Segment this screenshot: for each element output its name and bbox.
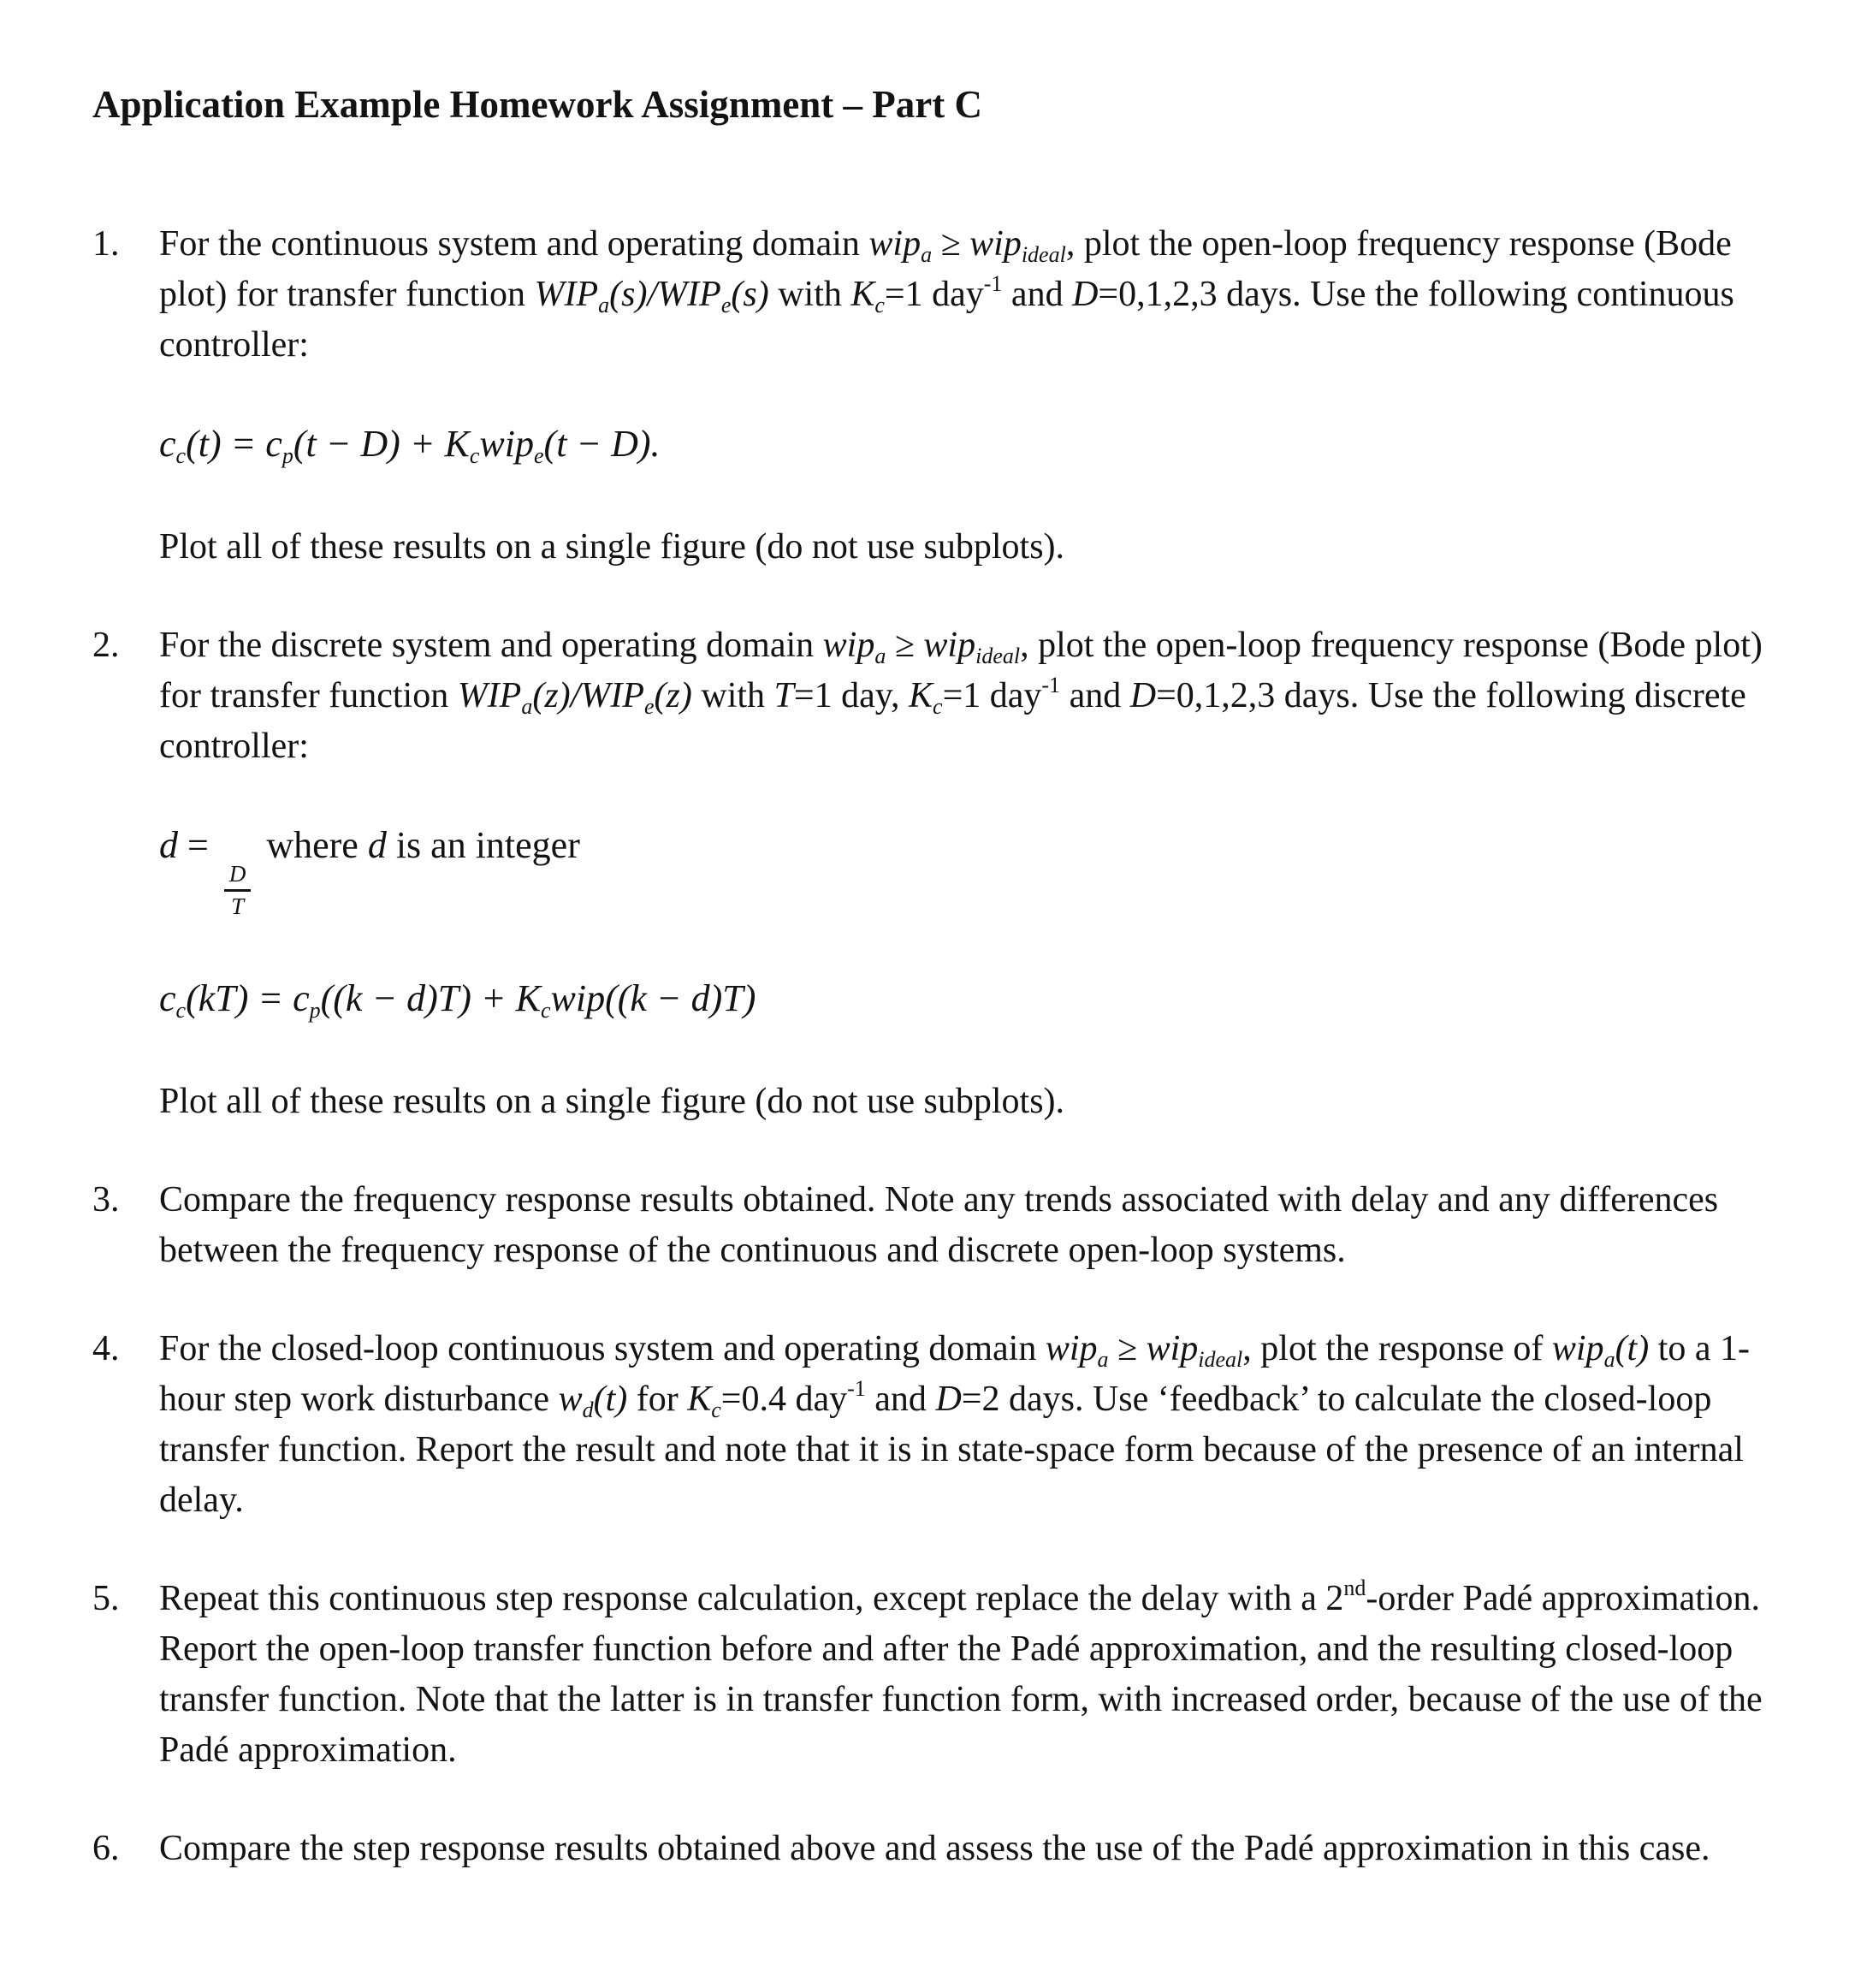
text-run: p	[281, 443, 293, 468]
text-run: , plot the open-loop frequency response (Bode plot) for transfer function	[159, 626, 1763, 715]
text-run: wip	[923, 626, 976, 665]
text-run: wip	[1146, 1329, 1199, 1368]
text-run: d	[367, 824, 387, 866]
paragraph	[159, 1824, 1805, 1874]
list-item-number: 3.	[92, 1180, 120, 1220]
text-run: p	[309, 998, 321, 1023]
text-run: Plot all of these results on a single figure (do not use subplots).	[159, 527, 1065, 567]
text-run: =0.4 day	[720, 1380, 848, 1419]
paragraph	[159, 1077, 1805, 1127]
list-item	[92, 219, 1805, 573]
list-item	[92, 620, 1805, 1127]
page-title: Application Example Homework Assignment – Part C	[92, 83, 982, 126]
text-run: e	[534, 443, 544, 468]
document-page	[92, 79, 1805, 1874]
text-run: c	[469, 443, 480, 468]
text-run: Compare the frequency response results obtained. Note any trends associated with delay and any differences between the frequency response of the continuous and discrete open-loop systems.	[159, 1180, 1719, 1270]
text-run: wip((k − d)T)	[550, 977, 756, 1019]
paragraph	[159, 1574, 1805, 1776]
list-item-number: 5.	[92, 1579, 120, 1618]
text-run: D	[1129, 676, 1157, 715]
fraction-denominator: T	[231, 893, 245, 919]
text-run: (s)/	[609, 275, 658, 314]
text-run: -order Padé approximation. Report the open-loop transfer function before and after the Padé approximation, and the resulting closed-loop transfer function. Note that the latter is in transfer function form, with increased order, because of the use of the Padé approximation.	[159, 1579, 1763, 1770]
text-run: with	[691, 676, 774, 715]
list-item-content	[159, 620, 1805, 1127]
text-run: , plot the response of	[1242, 1329, 1552, 1368]
text-run: to a 1-hour step work disturbance	[159, 1329, 1751, 1419]
text-run: Plot all of these results on a single figure (do not use subplots).	[159, 1082, 1065, 1121]
text-run: ((k − d)T) + K	[320, 977, 541, 1019]
text-run: c	[159, 423, 176, 465]
text-run: c	[540, 998, 551, 1023]
list-item-number: 2.	[92, 626, 120, 665]
text-run: -1	[847, 1376, 866, 1401]
text-run: WIP	[534, 275, 599, 314]
text-run: , plot the open-loop frequency response (Bode plot) for transfer function	[159, 224, 1732, 314]
text-run: and	[865, 1380, 936, 1419]
text-run: wip	[868, 224, 922, 264]
text-run: ≥	[886, 626, 924, 665]
text-run: -1	[983, 271, 1003, 296]
text-run: WIP	[580, 676, 644, 715]
list-item-number: 1.	[92, 224, 120, 264]
text-run: a	[598, 293, 610, 317]
paragraph	[159, 620, 1805, 772]
text-run: c	[711, 1398, 721, 1422]
text-run: (s)	[731, 275, 769, 314]
text-run: e	[720, 293, 732, 317]
text-run: WIP	[657, 275, 721, 314]
text-run: wip	[969, 224, 1022, 264]
text-run: ideal	[1198, 1347, 1243, 1372]
text-run: and	[1002, 275, 1073, 314]
list-item	[92, 1574, 1805, 1776]
text-run: a	[521, 694, 533, 719]
text-run: c	[933, 694, 943, 719]
text-run: wip	[1045, 1329, 1098, 1368]
text-run: -1	[1041, 673, 1061, 697]
text-run: (kT) = c	[186, 977, 310, 1019]
text-run: wip	[1551, 1329, 1604, 1368]
text-run: where	[257, 824, 368, 866]
text-run: and	[1060, 676, 1130, 715]
text-run: ≥	[1108, 1329, 1147, 1368]
text-run: K	[909, 676, 933, 715]
list-item-content	[159, 219, 1805, 573]
text-run: (z)	[654, 676, 692, 715]
text-run: c	[175, 998, 187, 1023]
text-run: D	[935, 1380, 962, 1419]
text-run: WIP	[457, 676, 522, 715]
text-run: (t) = c	[186, 423, 282, 465]
text-run: =1 day	[884, 275, 984, 314]
list-item	[92, 1324, 1805, 1526]
text-run: For the closed-loop continuous system and operating domain	[159, 1329, 1046, 1368]
text-run: is an integer	[386, 824, 580, 866]
paragraph	[159, 219, 1805, 371]
text-run: (t − D) + K	[293, 423, 470, 465]
fraction	[224, 861, 252, 920]
text-run: =1 day,	[793, 676, 909, 715]
text-run: =1 day	[942, 676, 1042, 715]
fraction-numerator: D	[224, 861, 252, 892]
paragraph	[159, 522, 1805, 573]
text-run: wip	[822, 626, 875, 665]
text-run: ideal	[1021, 242, 1066, 267]
list-item-content	[159, 1824, 1805, 1874]
list-item	[92, 1175, 1805, 1276]
text-run: a	[1097, 1347, 1109, 1372]
formula	[159, 973, 1805, 1024]
text-run: c	[159, 977, 176, 1019]
formula	[159, 418, 1805, 469]
assignment-list	[92, 219, 1805, 1874]
text-run: K	[850, 275, 875, 314]
text-run: d	[582, 1398, 594, 1422]
text-run: T	[773, 676, 794, 715]
text-run: For the discrete system and operating domain	[159, 626, 823, 665]
text-run: (z)/	[532, 676, 581, 715]
text-run: d	[159, 824, 178, 866]
text-run: c	[175, 443, 187, 468]
list-item-content	[159, 1574, 1805, 1776]
text-run: =2 days. Use ‘feedback’ to calculate the closed-loop transfer function. Report the result and note that it is in state-space form because of the presence of an internal delay.	[159, 1380, 1744, 1520]
list-item	[92, 1824, 1805, 1874]
list-item-number: 4.	[92, 1329, 120, 1368]
text-run: a	[874, 644, 886, 668]
text-run: Repeat this continuous step response calculation, except replace the delay with a 2	[159, 1579, 1344, 1618]
text-run: with	[768, 275, 851, 314]
text-run: ideal	[975, 644, 1021, 668]
text-run: a	[1603, 1347, 1615, 1372]
text-run: =0,1,2,3 days. Use the following discrete controller:	[159, 676, 1746, 766]
text-run: For the continuous system and operating domain	[159, 224, 869, 264]
text-run: a	[921, 242, 933, 267]
text-run: w	[558, 1380, 583, 1419]
list-item-content	[159, 1324, 1805, 1526]
text-run: ≥	[932, 224, 970, 264]
formula	[159, 820, 1805, 920]
list-item-number: 6.	[92, 1829, 120, 1868]
text-run: e	[643, 694, 655, 719]
text-run: =	[178, 824, 218, 866]
text-run: nd	[1343, 1576, 1366, 1600]
text-run: (t)	[593, 1380, 628, 1419]
list-item-content	[159, 1175, 1805, 1276]
text-run: Compare the step response results obtained above and assess the use of the Padé approximation in this case.	[159, 1829, 1710, 1868]
text-run: =0,1,2,3 days. Use the following continuous controller:	[159, 275, 1734, 365]
paragraph	[159, 1175, 1805, 1276]
text-run: (t − D).	[543, 423, 661, 465]
text-run: D	[1072, 275, 1099, 314]
text-run: K	[687, 1380, 712, 1419]
text-run: for	[627, 1380, 688, 1419]
paragraph	[159, 1324, 1805, 1526]
text-run: wip	[479, 423, 534, 465]
text-run: c	[874, 293, 885, 317]
text-run: (t)	[1615, 1329, 1650, 1368]
